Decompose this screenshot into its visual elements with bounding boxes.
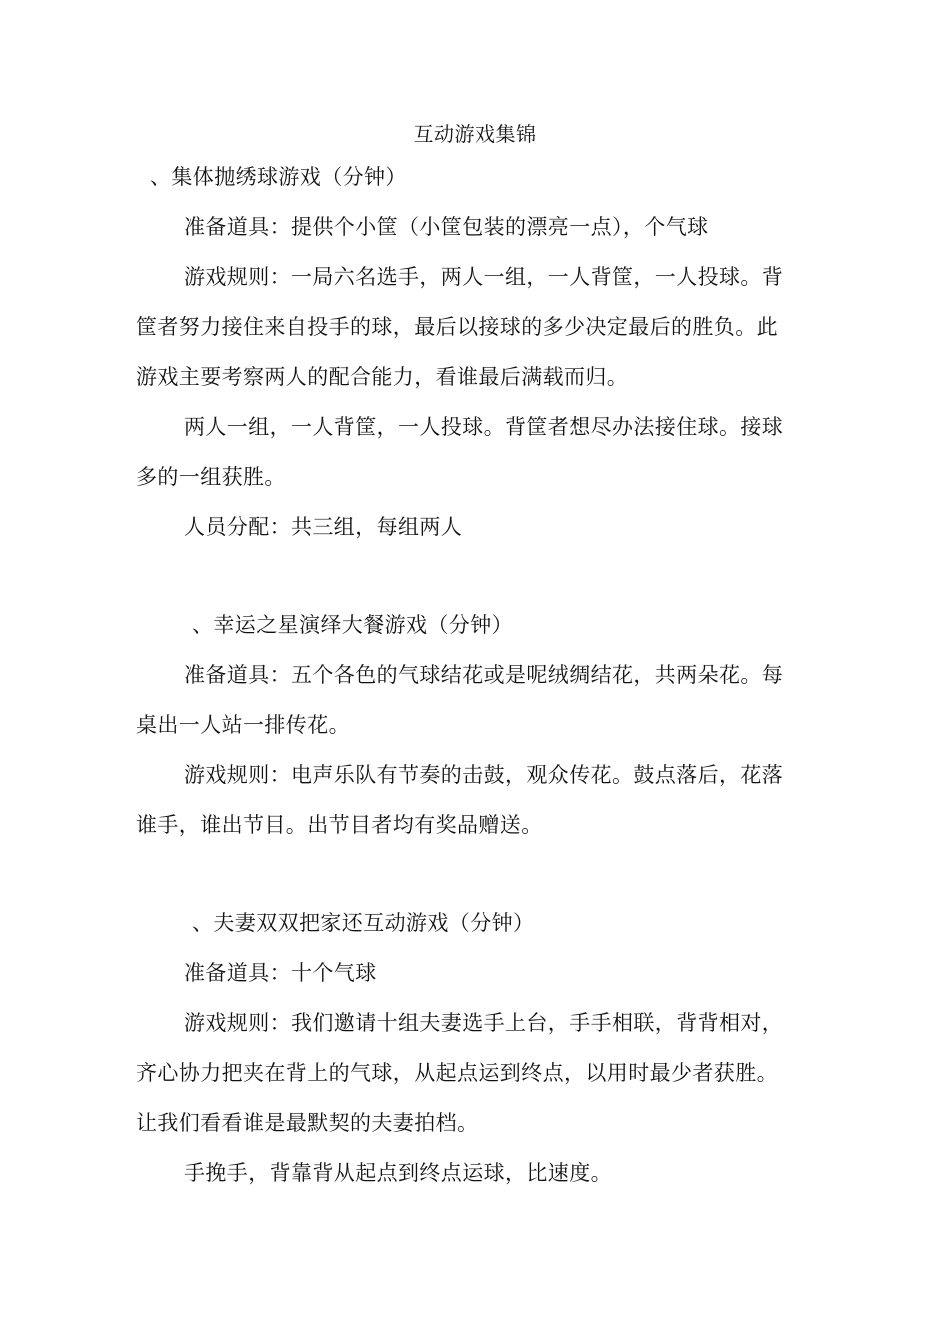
section-heading: 、夫妻双双把家还互动游戏（分钟） bbox=[192, 911, 535, 935]
props-paragraph: 准备道具：十个气球 bbox=[184, 961, 377, 985]
rules-paragraph-line: 游戏规则：我们邀请十组夫妻选手上台，手手相联，背背相对， bbox=[184, 1011, 784, 1035]
rules-paragraph-line: 筐者努力接住来自投手的球，最后以接球的多少决定最后的胜负。此 bbox=[136, 315, 778, 339]
rules-paragraph-line: 谁手，谁出节目。出节目者均有奖品赠送。 bbox=[136, 813, 543, 837]
summary-paragraph-line: 多的一组获胜。 bbox=[136, 465, 286, 489]
summary-paragraph-line: 两人一组，一人背筐，一人投球。背筐者想尽办法接住球。接球 bbox=[184, 415, 784, 439]
props-paragraph-line: 桌出一人站一排传花。 bbox=[136, 713, 350, 737]
rules-paragraph-line: 游戏主要考察两人的配合能力，看谁最后满载而归。 bbox=[136, 365, 629, 389]
summary-paragraph: 手挽手，背靠背从起点到终点运球，比速度。 bbox=[184, 1161, 612, 1185]
rules-paragraph-line: 让我们看看谁是最默契的夫妻拍档。 bbox=[136, 1111, 479, 1135]
staffing-paragraph: 人员分配：共三组，每组两人 bbox=[184, 515, 463, 539]
props-paragraph-line: 准备道具：五个各色的气球结花或是呢绒绸结花，共两朵花。每 bbox=[184, 663, 784, 687]
section-heading: 、集体抛绣球游戏（分钟） bbox=[150, 165, 407, 189]
section-heading: 、幸运之星演绎大餐游戏（分钟） bbox=[192, 613, 513, 637]
rules-paragraph-line: 齐心协力把夹在背上的气球，从起点运到终点，以用时最少者获胜。 bbox=[136, 1061, 778, 1085]
props-paragraph: 准备道具：提供个小筐（小筐包装的漂亮一点），个气球 bbox=[184, 215, 709, 239]
rules-paragraph-line: 游戏规则：一局六名选手，两人一组，一人背筐，一人投球。背 bbox=[184, 265, 784, 289]
page-title: 互动游戏集锦 bbox=[413, 122, 537, 146]
rules-paragraph-line: 游戏规则：电声乐队有节奏的击鼓，观众传花。鼓点落后，花落 bbox=[184, 763, 784, 787]
